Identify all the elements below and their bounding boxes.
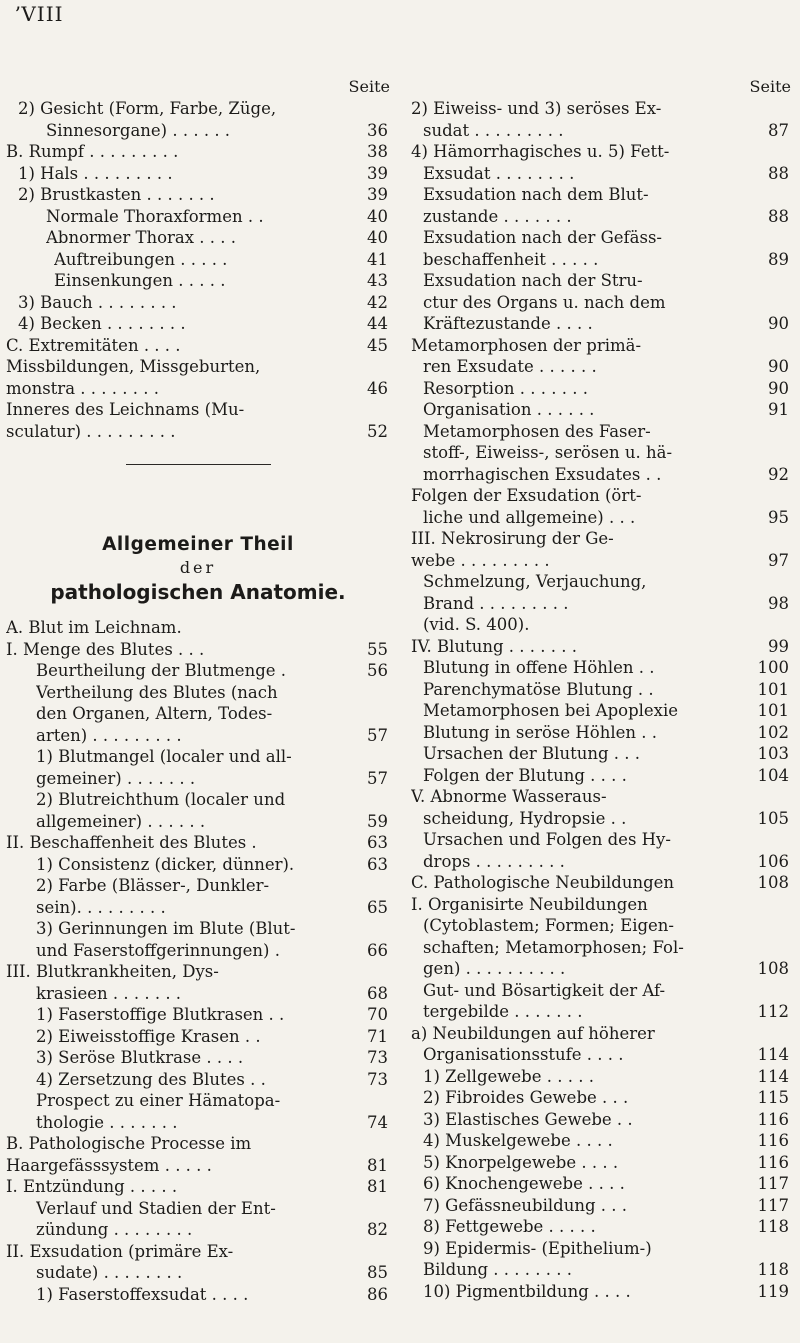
toc-entry — [6, 1026, 390, 1048]
toc-entry-text: allgemeiner) . . . . . . — [36, 811, 206, 831]
toc-entry — [6, 703, 390, 725]
toc-entry-page-number: 116 — [757, 1131, 789, 1150]
toc-entry — [411, 722, 791, 744]
toc-entry — [6, 617, 390, 639]
toc-entry — [6, 961, 390, 983]
toc-entry-page-number: 73 — [367, 1069, 388, 1089]
toc-entry-text: II. Beschaffenheit des Blutes . — [6, 833, 257, 852]
toc-entry-text: liche und allgemeine) . . . — [423, 507, 636, 527]
toc-entry — [411, 915, 791, 937]
toc-entry — [411, 743, 791, 765]
toc-entry-text: Blutung in offene Höhlen . . — [423, 658, 655, 677]
toc-entry — [6, 1112, 390, 1134]
toc-entry-text: Beurtheilung der Blutmenge . — [36, 661, 287, 680]
toc-entry-text: 3) Elastisches Gewebe . . — [423, 1109, 633, 1129]
toc-entry-page-number: 118 — [757, 1217, 789, 1236]
toc-entry-text: 7) Gefässneubildung . . . — [423, 1195, 627, 1215]
toc-list-left-bottom — [6, 617, 390, 1305]
toc-entry-text: 4) Zersetzung des Blutes . . — [36, 1069, 266, 1089]
toc-entry-text: Blutung in seröse Höhlen . . — [423, 722, 657, 742]
toc-entry — [411, 206, 791, 228]
toc-entry — [6, 120, 390, 142]
toc-entry-text: stoff-, Eiweiss-, serösen u. hä- — [423, 443, 673, 462]
toc-entry — [411, 335, 791, 357]
section-title-continued: pathologischen Anatomie. — [50, 580, 346, 604]
toc-entry — [6, 356, 390, 378]
toc-entry-text: gemeiner) . . . . . . . — [36, 768, 196, 788]
toc-entry-text: Metamorphosen bei Apoplexie — [423, 701, 679, 720]
toc-entry — [411, 808, 791, 830]
toc-entry-text: 2) Fibroides Gewebe . . . — [423, 1088, 629, 1107]
toc-entry — [411, 1087, 791, 1109]
toc-entry — [6, 184, 390, 206]
toc-entry-page-number: 117 — [757, 1174, 789, 1193]
toc-entry-page-number: 88 — [768, 163, 789, 183]
toc-entry-page-number: 71 — [367, 1026, 388, 1046]
toc-entry — [411, 657, 791, 679]
toc-entry-page-number: 56 — [367, 661, 388, 680]
toc-entry — [6, 1047, 390, 1069]
toc-entry-text: Ursachen der Blutung . . . — [423, 744, 641, 763]
toc-entry-page-number: 97 — [768, 550, 789, 570]
toc-entry-page-number: 40 — [367, 206, 388, 226]
toc-entry — [6, 639, 390, 661]
toc-entry-text: B. Rumpf . . . . . . . . . — [6, 142, 179, 161]
toc-entry — [411, 550, 791, 572]
section-subtitle: der — [179, 558, 217, 577]
toc-entry — [411, 507, 791, 529]
toc-entry-text: thologie . . . . . . . — [36, 1112, 178, 1132]
toc-entry-text: und Faserstoffgerinnungen) . — [36, 940, 280, 960]
toc-entry-text: arten) . . . . . . . . . — [36, 725, 182, 745]
toc-entry — [411, 421, 791, 443]
toc-entry-text: 2) Blutreichthum (localer und — [36, 790, 286, 809]
toc-entry-page-number: 57 — [367, 768, 388, 788]
toc-entry-text: Kräftezustande . . . . — [423, 314, 593, 333]
toc-entry-text: schaften; Metamorphosen; Fol- — [423, 937, 684, 957]
toc-entry-text: Sinnesorgane) . . . . . . — [46, 120, 231, 140]
toc-entry-page-number: 36 — [367, 120, 388, 140]
toc-entry-page-number: 101 — [757, 679, 789, 699]
toc-entry-text: Auftreibungen . . . . . — [54, 249, 228, 269]
toc-entry-text: drops . . . . . . . . . — [423, 851, 565, 871]
toc-entry — [6, 1176, 390, 1198]
toc-entry-text: Schmelzung, Verjauchung, — [423, 572, 647, 591]
toc-entry-text: Parenchymatöse Blutung . . — [423, 679, 654, 699]
toc-entry — [6, 1219, 390, 1241]
toc-entry — [411, 1044, 791, 1066]
toc-entry-page-number: 88 — [768, 206, 789, 226]
toc-entry — [411, 593, 791, 615]
toc-entry — [6, 1198, 390, 1220]
toc-entry — [6, 768, 390, 790]
toc-entry-page-number: 45 — [367, 335, 388, 355]
toc-entry — [411, 98, 791, 120]
toc-entry-page-number: 73 — [367, 1048, 388, 1067]
toc-entry — [6, 789, 390, 811]
toc-entry-page-number: 90 — [768, 378, 789, 398]
toc-entry-text: Bildung . . . . . . . . — [423, 1260, 572, 1279]
toc-entry-text: 3) Gerinnungen im Blute (Blut- — [36, 919, 296, 938]
toc-entry-page-number: 57 — [367, 725, 388, 745]
toc-entry-text: III. Blutkrankheiten, Dys- — [6, 962, 219, 981]
toc-entry-text: Normale Thoraxformen . . — [46, 206, 264, 226]
toc-entry — [411, 1152, 791, 1174]
toc-entry — [6, 725, 390, 747]
toc-entry-text: Exsudation nach dem Blut- — [423, 185, 649, 204]
toc-entry — [411, 1130, 791, 1152]
toc-entry — [411, 614, 791, 636]
toc-entry — [411, 679, 791, 701]
toc-entry — [6, 1069, 390, 1091]
toc-entry-page-number: 103 — [757, 744, 789, 763]
toc-entry — [6, 1090, 390, 1112]
toc-entry-page-number: 91 — [768, 400, 789, 419]
toc-entry-page-number: 39 — [367, 163, 388, 183]
toc-entry-page-number: 90 — [768, 314, 789, 333]
toc-entry-text: 1) Blutmangel (localer und all- — [36, 747, 292, 766]
toc-entry-page-number: 117 — [757, 1195, 789, 1215]
toc-entry-text: morrhagischen Exsudates . . — [423, 464, 662, 484]
toc-entry — [411, 184, 791, 206]
toc-entry-text: Ursachen und Folgen des Hy- — [423, 830, 671, 849]
toc-entry — [411, 851, 791, 873]
toc-entry — [411, 292, 791, 314]
toc-entry — [6, 163, 390, 185]
toc-entry-text: 2) Farbe (Blässer-, Dunkler- — [36, 876, 270, 895]
toc-entry — [411, 1216, 791, 1238]
toc-entry — [411, 829, 791, 851]
toc-entry — [411, 894, 791, 916]
toc-entry-text: Resorption . . . . . . . — [423, 378, 588, 398]
toc-entry — [411, 1238, 791, 1260]
toc-entry — [6, 897, 390, 919]
page-column-heading: Seite — [348, 77, 390, 96]
toc-entry-text: sein). . . . . . . . . — [36, 897, 166, 917]
toc-entry-page-number: 112 — [757, 1002, 789, 1021]
toc-entry — [411, 120, 791, 142]
toc-entry-page-number: 90 — [768, 357, 789, 376]
toc-entry-page-number: 106 — [757, 851, 789, 871]
toc-entry-text: beschaffenheit . . . . . — [423, 249, 599, 269]
toc-entry-text: 1) Faserstoffexsudat . . . . — [36, 1284, 249, 1304]
toc-entry-text: A. Blut im Leichnam. — [6, 618, 182, 637]
toc-entry — [411, 937, 791, 959]
toc-entry-text: III. Nekrosirung der Ge- — [411, 529, 614, 548]
toc-entry-text: monstra . . . . . . . . — [6, 378, 159, 398]
toc-entry-page-number: 118 — [757, 1260, 789, 1279]
toc-entry — [411, 528, 791, 550]
section-divider — [126, 464, 271, 465]
toc-entry-text: gen) . . . . . . . . . . — [423, 959, 566, 978]
toc-entry-page-number: 39 — [367, 185, 388, 204]
toc-entry-page-number: 101 — [757, 701, 789, 720]
toc-entry-text: webe . . . . . . . . . — [411, 550, 550, 570]
toc-entry — [411, 1001, 791, 1023]
toc-entry — [411, 270, 791, 292]
toc-entry-text: II. Exsudation (primäre Ex- — [6, 1241, 234, 1261]
toc-entry-text: sudate) . . . . . . . . — [36, 1263, 183, 1282]
toc-entry — [411, 442, 791, 464]
toc-entry — [6, 660, 390, 682]
toc-entry-text: 3) Seröse Blutkrase . . . . — [36, 1048, 244, 1067]
toc-entry — [411, 399, 791, 421]
toc-entry-text: Vertheilung des Blutes (nach — [36, 682, 278, 702]
toc-entry — [411, 313, 791, 335]
toc-entry-text: scheidung, Hydropsie . . — [423, 808, 627, 828]
toc-entry-text: 9) Epidermis- (Epithelium-) — [423, 1238, 652, 1258]
toc-entry — [411, 872, 791, 894]
toc-entry-text: I. Organisirte Neubildungen — [411, 894, 648, 914]
toc-entry-page-number: 41 — [367, 249, 388, 269]
toc-entry-text: 2) Gesicht (Form, Farbe, Züge, — [18, 99, 277, 118]
toc-entry-text: 8) Fettgewebe . . . . . — [423, 1217, 596, 1236]
toc-entry-page-number: 68 — [367, 983, 388, 1003]
section-title: Allgemeiner Theil — [102, 534, 294, 555]
toc-entry-text: 1) Consistenz (dicker, dünner). — [36, 854, 295, 874]
toc-entry-text: B. Pathologische Processe im — [6, 1134, 252, 1153]
toc-entry-text: Haargefässsystem . . . . . — [6, 1155, 212, 1175]
toc-entry — [411, 485, 791, 507]
toc-entry-page-number: 44 — [367, 314, 388, 333]
toc-entry-text: Metamorphosen des Faser- — [423, 421, 651, 441]
toc-entry — [6, 854, 390, 876]
toc-entry — [411, 464, 791, 486]
toc-entry-text: 1) Hals . . . . . . . . . — [18, 163, 173, 183]
toc-entry-page-number: 114 — [757, 1066, 789, 1086]
toc-entry-page-number: 70 — [367, 1005, 388, 1024]
toc-entry — [6, 141, 390, 163]
toc-entry-text: 4) Muskelgewebe . . . . — [423, 1131, 613, 1150]
toc-entry — [411, 765, 791, 787]
toc-entry — [411, 1023, 791, 1045]
toc-entry-text: C. Pathologische Neubildungen — [411, 873, 675, 892]
toc-entry-text: 1) Zellgewebe . . . . . — [423, 1066, 594, 1086]
toc-entry-page-number: 104 — [757, 765, 789, 785]
toc-list-right — [411, 98, 791, 1302]
page-column-heading: Seite — [749, 77, 791, 96]
page-number-header: ʼVIII — [14, 2, 64, 26]
toc-entry-page-number: 63 — [367, 854, 388, 874]
toc-entry-text: I. Entzündung . . . . . — [6, 1177, 178, 1196]
toc-entry-text: Folgen der Exsudation (ört- — [411, 486, 642, 505]
toc-entry-page-number: 102 — [757, 722, 789, 742]
toc-entry — [6, 811, 390, 833]
toc-entry — [6, 206, 390, 228]
toc-entry-text: tergebilde . . . . . . . — [423, 1002, 583, 1021]
toc-entry-text: 2) Brustkasten . . . . . . . — [18, 185, 215, 204]
toc-entry-page-number: 116 — [757, 1109, 789, 1129]
toc-entry — [6, 270, 390, 292]
toc-entry — [6, 983, 390, 1005]
toc-entry-page-number: 63 — [367, 833, 388, 852]
toc-entry-text: sudat . . . . . . . . . — [423, 120, 564, 140]
toc-entry-text: Missbildungen, Missgeburten, — [6, 357, 261, 376]
toc-entry — [6, 1133, 390, 1155]
toc-entry — [6, 421, 390, 443]
toc-entry-text: 2) Eiweiss- und 3) seröses Ex- — [411, 99, 662, 118]
toc-entry-text: 2) Eiweisstoffige Krasen . . — [36, 1026, 261, 1046]
toc-entry — [6, 918, 390, 940]
toc-entry — [411, 1281, 791, 1303]
toc-entry-page-number: 46 — [367, 378, 388, 398]
toc-entry — [411, 1066, 791, 1088]
toc-entry-page-number: 40 — [367, 228, 388, 247]
toc-entry-page-number: 86 — [367, 1284, 388, 1304]
toc-entry-text: 4) Becken . . . . . . . . — [18, 314, 186, 333]
toc-entry-text: a) Neubildungen auf höherer — [411, 1023, 655, 1043]
toc-entry — [6, 227, 390, 249]
toc-entry-page-number: 66 — [367, 940, 388, 960]
toc-entry-page-number: 105 — [757, 808, 789, 828]
toc-entry-text: ctur des Organs u. nach dem — [423, 292, 666, 312]
toc-entry — [6, 875, 390, 897]
toc-entry — [411, 636, 791, 658]
toc-entry-page-number: 43 — [367, 271, 388, 290]
toc-entry — [6, 98, 390, 120]
toc-entry-text: Exsudation nach der Stru- — [423, 271, 643, 290]
toc-entry-page-number: 81 — [367, 1155, 388, 1175]
toc-entry — [411, 227, 791, 249]
toc-entry-page-number: 108 — [757, 959, 789, 978]
toc-entry — [411, 163, 791, 185]
toc-entry-page-number: 98 — [768, 593, 789, 613]
toc-entry-text: V. Abnorme Wasseraus- — [411, 787, 607, 806]
toc-entry-text: krasieen . . . . . . . — [36, 983, 182, 1003]
toc-entry — [411, 980, 791, 1002]
toc-entry-page-number: 95 — [768, 507, 789, 527]
toc-entry — [6, 832, 390, 854]
toc-entry — [411, 571, 791, 593]
toc-entry-text: C. Extremitäten . . . . — [6, 335, 181, 355]
toc-entry-text: Organisationsstufe . . . . — [423, 1045, 624, 1064]
toc-entry-page-number: 99 — [768, 636, 789, 656]
toc-entry-text: 5) Knorpelgewebe . . . . — [423, 1152, 619, 1172]
toc-entry-text: Folgen der Blutung . . . . — [423, 765, 627, 785]
toc-entry-text: Metamorphosen der primä- — [411, 335, 642, 355]
toc-entry — [6, 313, 390, 335]
toc-entry — [411, 1173, 791, 1195]
toc-column-right — [411, 76, 791, 1302]
toc-entry-text: Exsudation nach der Gefäss- — [423, 228, 662, 247]
toc-entry-text: Verlauf und Stadien der Ent- — [36, 1198, 276, 1218]
toc-entry — [6, 249, 390, 271]
toc-entry-page-number: 38 — [367, 142, 388, 161]
toc-entry-page-number: 52 — [367, 421, 388, 441]
toc-entry-text: zündung . . . . . . . . — [36, 1220, 193, 1239]
toc-entry-text: IV. Blutung . . . . . . . — [411, 636, 577, 656]
toc-entry — [411, 141, 791, 163]
toc-entry-text: zustande . . . . . . . — [423, 206, 572, 226]
toc-entry — [6, 682, 390, 704]
toc-entry — [411, 1259, 791, 1281]
toc-entry — [411, 958, 791, 980]
toc-entry — [411, 356, 791, 378]
toc-entry-text: 1) Faserstoffige Blutkrasen . . — [36, 1005, 285, 1024]
toc-entry-text: den Organen, Altern, Todes- — [36, 704, 273, 723]
toc-entry-text: (vid. S. 400). — [423, 615, 530, 634]
toc-entry-page-number: 89 — [768, 249, 789, 269]
toc-entry-text: Abnormer Thorax . . . . — [46, 228, 237, 247]
toc-entry-page-number: 55 — [367, 639, 388, 659]
toc-list-left-top — [6, 98, 390, 442]
toc-entry — [411, 786, 791, 808]
toc-entry-text: 10) Pigmentbildung . . . . — [423, 1281, 631, 1301]
toc-entry-text: Gut- und Bösartigkeit der Af- — [423, 980, 666, 1000]
toc-entry-page-number: 92 — [768, 464, 789, 484]
toc-entry-text: Exsudat . . . . . . . . — [423, 163, 575, 183]
toc-entry — [6, 1284, 390, 1306]
toc-entry-page-number: 59 — [367, 811, 388, 831]
toc-entry-text: Organisation . . . . . . — [423, 400, 595, 419]
toc-entry-page-number: 65 — [367, 897, 388, 917]
toc-entry — [6, 1241, 390, 1263]
toc-entry — [6, 1004, 390, 1026]
toc-entry-text: 3) Bauch . . . . . . . . — [18, 292, 177, 312]
toc-entry — [6, 940, 390, 962]
toc-entry — [6, 1262, 390, 1284]
toc-entry-page-number: 74 — [367, 1112, 388, 1132]
toc-entry — [411, 378, 791, 400]
toc-column-left — [6, 76, 390, 1305]
toc-entry-page-number: 42 — [367, 292, 388, 312]
toc-entry — [411, 1195, 791, 1217]
toc-entry — [6, 746, 390, 768]
toc-entry-page-number: 100 — [757, 658, 789, 677]
toc-entry — [6, 335, 390, 357]
toc-entry-text: Brand . . . . . . . . . — [423, 593, 569, 613]
toc-entry-text: Einsenkungen . . . . . — [54, 271, 226, 290]
toc-entry-text: I. Menge des Blutes . . . — [6, 639, 205, 659]
toc-entry-text: 4) Hämorrhagisches u. 5) Fett- — [411, 142, 670, 161]
toc-entry — [6, 378, 390, 400]
toc-entry-page-number: 115 — [757, 1088, 789, 1107]
toc-entry — [411, 1109, 791, 1131]
toc-entry-page-number: 85 — [367, 1263, 388, 1282]
toc-entry-page-number: 82 — [367, 1220, 388, 1239]
toc-entry-page-number: 114 — [757, 1045, 789, 1064]
toc-entry — [411, 249, 791, 271]
toc-entry-text: ren Exsudate . . . . . . — [423, 357, 597, 376]
toc-entry-page-number: 119 — [757, 1281, 789, 1301]
toc-entry — [6, 399, 390, 421]
toc-entry-text: Prospect zu einer Hämatopa- — [36, 1091, 281, 1110]
toc-entry-page-number: 87 — [768, 120, 789, 140]
toc-entry — [411, 700, 791, 722]
toc-entry — [6, 1155, 390, 1177]
toc-entry-text: Inneres des Leichnams (Mu- — [6, 400, 245, 419]
toc-entry-page-number: 108 — [757, 873, 789, 892]
toc-entry-text: (Cytoblastem; Formen; Eigen- — [423, 916, 674, 935]
toc-entry — [6, 292, 390, 314]
toc-entry-page-number: 116 — [757, 1152, 789, 1172]
toc-entry-text: 6) Knochengewebe . . . . — [423, 1174, 625, 1193]
toc-entry-text: sculatur) . . . . . . . . . — [6, 421, 176, 441]
toc-entry-page-number: 81 — [367, 1177, 388, 1196]
